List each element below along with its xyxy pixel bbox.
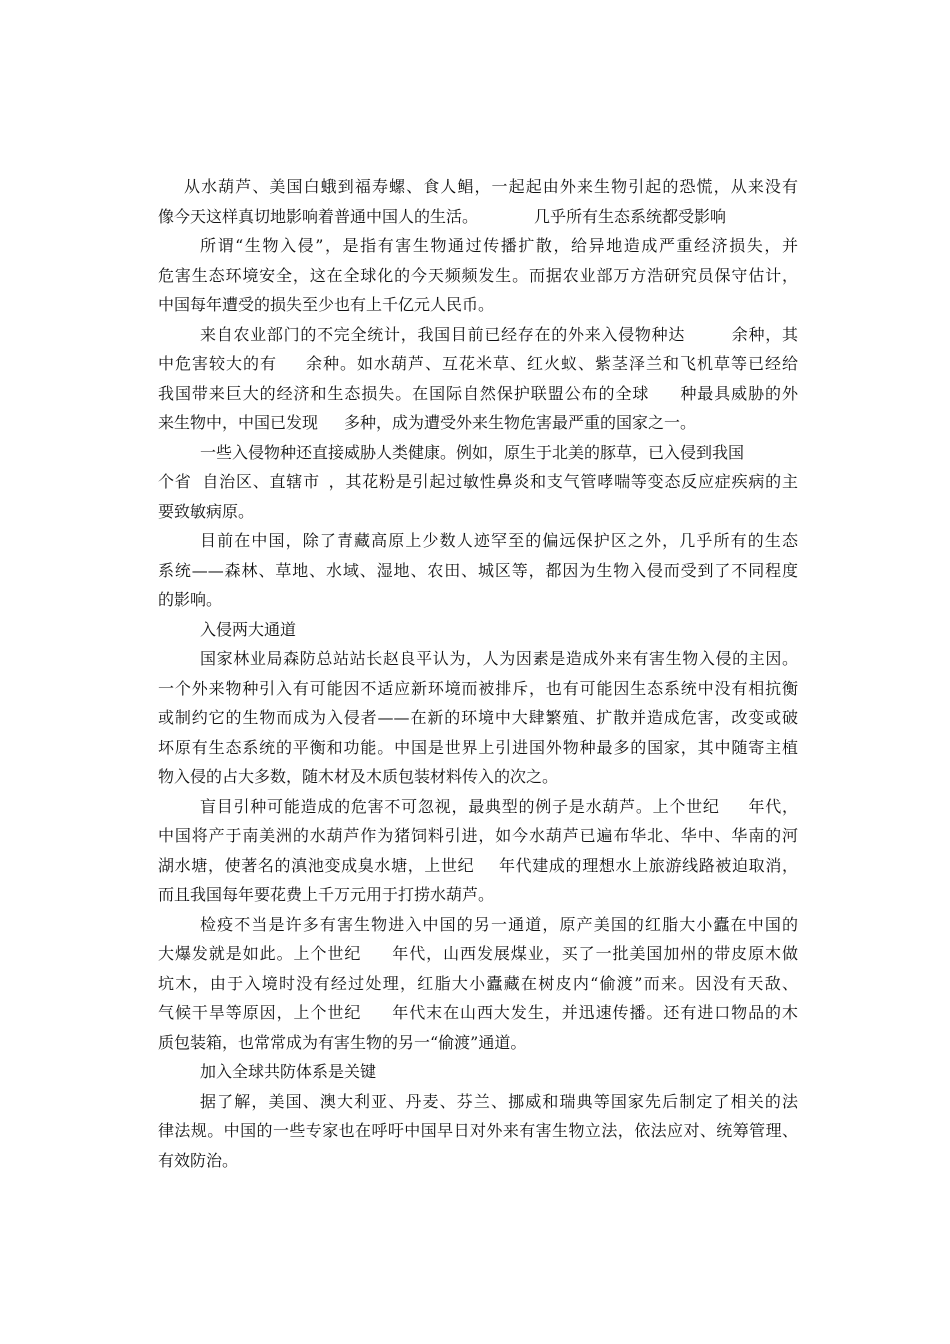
paragraph-line — [158, 939, 798, 969]
text-run: 目前在中国，除了青藏高原上少数人迹罕至的偏远保护区之外，几乎所有的生态 — [200, 531, 798, 550]
paragraph-line — [158, 497, 798, 527]
text-run: 盲目引种可能造成的危害不可忽视，最典型的例子是水葫芦。上个世纪 — [200, 796, 720, 816]
text-run: 大爆发就是如此。上个世纪 — [158, 944, 362, 963]
paragraph-line — [158, 733, 798, 763]
paragraph-line — [158, 1146, 798, 1176]
paragraph-line — [158, 1087, 798, 1117]
paragraph-line — [158, 349, 798, 379]
paragraph-line — [158, 1028, 798, 1058]
paragraph-line — [158, 556, 798, 586]
paragraph-line — [158, 969, 798, 999]
text-run: 中国每年遭受的损失至少也有上千亿元人民币。 — [158, 295, 495, 314]
text-run: 中危害较大的有 — [158, 354, 277, 373]
paragraph-line — [158, 762, 798, 792]
paragraph-line — [158, 290, 798, 320]
paragraph-line — [158, 792, 798, 822]
text-run: 所谓“生物入侵”，是指有害生物通过传播扩散，给异地造成严重经济损失，并 — [200, 236, 798, 255]
paragraph-line — [158, 526, 798, 556]
text-run: 余种。如水葫芦、互花米草、红火蚁、紫茎泽兰和飞机草等已经给 — [305, 354, 798, 373]
paragraph-line — [158, 320, 798, 350]
text-run: 物入侵的占大多数，随木材及木质包装材料传入的次之。 — [158, 767, 559, 786]
text-run: 余种，其 — [731, 324, 798, 344]
section-heading-text: 加入全球共防体系是关键 — [200, 1062, 377, 1081]
text-run: 年代末在山西大发生，并迅速传播。还有进口物品的木 — [391, 1003, 798, 1022]
text-run: 多种，成为遭受外来生物危害最严重的国家之一。 — [344, 413, 697, 432]
paragraph-line — [158, 467, 798, 497]
text-run: 从水葫芦、美国白蛾到福寿螺、食人鲳，一起起由外来生物引起的恐慌，从来没有 — [184, 177, 798, 196]
text-run: 危害生态环境安全，这在全球化的今天频频发生。而据农业部万方浩研究员保守估计， — [158, 265, 798, 285]
text-run: 系统——森林、草地、水域、湿地、农田、城区等，都因为生物入侵而受到了不同程度 — [158, 560, 798, 580]
text-run: 据了解，美国、澳大利亚、丹麦、芬兰、挪威和瑞典等国家先后制定了相关的法 — [200, 1091, 798, 1111]
text-run: 国家林业局森防总站站长赵良平认为，人为因素是造成外来有害生物入侵的主因。 — [200, 649, 798, 668]
paragraph-line — [158, 821, 798, 851]
text-run: 坑木，由于入境时没有经过处理，红脂大小蠹藏在树皮内“偷渡”而来。因没有天敌、 — [158, 973, 798, 993]
text-run: 像今天这样真切地影响着普通中国人的生活。 — [158, 206, 479, 226]
text-run: 一个外来物种引入有可能因不适应新环境而被排斥，也有可能因生态系统中没有相抗衡 — [158, 678, 798, 698]
section-heading — [158, 1057, 798, 1087]
text-run: 个省 — [158, 472, 192, 491]
text-run: 质包装箱，也常常成为有害生物的另一“偷渡”通道。 — [158, 1032, 527, 1052]
paragraph-line — [158, 851, 798, 881]
paragraph-line — [158, 674, 798, 704]
paragraph-line — [158, 231, 798, 261]
section-heading-text: 入侵两大通道 — [200, 619, 297, 639]
text-run: 要致敏病原。 — [158, 501, 255, 521]
text-run: 律法规。中国的一些专家也在呼吁中国早日对外来有害生物立法，依法应对、统筹管理、 — [158, 1121, 798, 1140]
text-run: 气候干旱等原因，上个世纪 — [158, 1003, 362, 1022]
text-run: 一些入侵物种还直接威胁人类健康。例如，原生于北美的豚草，已入侵到我国 — [200, 442, 745, 462]
text-run: 年代建成的理想水上旅游线路被迫取消， — [498, 855, 798, 875]
heading-inline: 几乎所有生态系统都受影响 — [534, 206, 727, 226]
paragraph-line — [158, 644, 798, 674]
paragraph-line — [158, 379, 798, 409]
text-run: 检疫不当是许多有害生物进入中国的另一通道，原产美国的红脂大小蠹在中国的 — [200, 914, 798, 934]
text-run: 自治区、直辖市 — [201, 472, 320, 491]
text-run: 而且我国每年要花费上千万元用于打捞水葫芦。 — [158, 885, 495, 904]
text-run: 坏原有生态系统的平衡和功能。中国是世界上引进国外物种最多的国家，其中随寄主植 — [158, 737, 798, 757]
paragraph-line — [158, 438, 798, 468]
paragraph-line — [158, 910, 798, 940]
text-run: 中国将产于南美洲的水葫芦作为猪饲料引进，如今水葫芦已遍布华北、华中、华南的河 — [158, 826, 798, 845]
paragraph-line — [158, 998, 798, 1028]
paragraph-line — [158, 703, 798, 733]
paragraph-line — [158, 261, 798, 291]
paragraph-line — [158, 408, 798, 438]
text-run: 年代，山西发展煤业，买了一批美国加州的带皮原木做 — [391, 944, 798, 963]
paragraph-line — [158, 880, 798, 910]
text-run: 或制约它的生物而成为入侵者——在新的环境中大肆繁殖、扩散并造成危害，改变或破 — [158, 708, 798, 727]
text-run: 来生物中，中国已发现 — [158, 413, 319, 432]
paragraph-line — [158, 202, 798, 232]
text-run: 湖水塘，使著名的滇池变成臭水塘，上世纪 — [158, 855, 475, 875]
text-run: 的影响。 — [158, 590, 223, 609]
text-run: 种最具威胁的外 — [679, 383, 798, 403]
text-run: ，其花粉是引起过敏性鼻炎和支气管哮喘等变态反应症疾病的主 — [327, 472, 798, 491]
article-body — [158, 172, 798, 1175]
text-run: 来自农业部门的不完全统计，我国目前已经存在的外来入侵物种达 — [200, 324, 686, 344]
paragraph-line — [158, 585, 798, 615]
paragraph-line — [158, 1116, 798, 1146]
text-run: 我国带来巨大的经济和生态损失。在国际自然保护联盟公布的全球 — [158, 383, 650, 403]
paragraph-line — [158, 172, 798, 202]
text-run: 有效防治。 — [158, 1150, 239, 1170]
text-run: 年代， — [747, 796, 798, 816]
section-heading — [158, 615, 798, 645]
